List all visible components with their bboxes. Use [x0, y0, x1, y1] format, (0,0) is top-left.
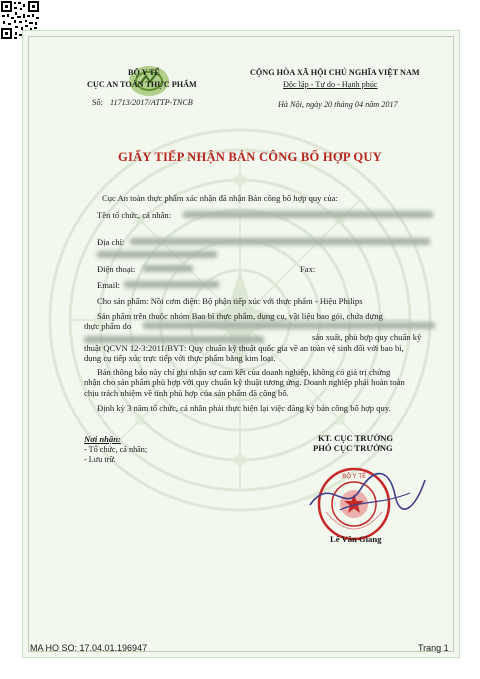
- place-and-date: Hà Nội, ngày 20 tháng 04 năm 2017: [278, 100, 398, 109]
- email-label: Email:: [97, 280, 120, 290]
- signer-title-line2: PHÓ CỤC TRƯỞNG: [313, 443, 393, 453]
- signer-title-line1: KT. CỤC TRƯỞNG: [318, 433, 394, 443]
- signer-name: Lê Văn Giang: [330, 534, 382, 544]
- paragraph1-line1: Sản phẩm trên thuộc nhóm Bao bì thực phẩm, dụng cụ, vật liệu bao gói, chứa đựng: [97, 311, 383, 321]
- paragraph3: Định kỳ 3 năm tổ chức, cá nhân phải thực hiện lại việc đăng ký bản công bố hợp quy.: [97, 403, 391, 413]
- paragraph1-line4: thuật QCVN 12-3:2011/BYT: Quy chuẩn kỹ thuật quốc gia về an toàn vệ sinh đối với bao bì,: [84, 343, 404, 353]
- national-motto: Độc lập - Tự do - Hạnh phúc: [283, 80, 378, 89]
- address-label: Địa chỉ:: [97, 237, 125, 247]
- record-code: MA HO SO: 17.04.01.196947: [30, 643, 148, 653]
- document-number-label: Số:: [92, 98, 103, 107]
- org-label: Tên tổ chức, cá nhân:: [97, 210, 172, 220]
- page-number: Trang 1: [418, 643, 449, 653]
- redacted-manufacturer-line2: [84, 336, 264, 343]
- ministry-name: BỘ Y TẾ: [128, 68, 161, 77]
- document-number: 11713/2017/ATTP-TNCB: [110, 98, 193, 107]
- redacted-org-name: [183, 211, 433, 218]
- svg-text:BỘ Y TẾ: BỘ Y TẾ: [342, 473, 366, 480]
- recipient-item-1: - Tổ chức, cá nhân;: [84, 445, 148, 454]
- redacted-email: [124, 281, 219, 288]
- fax-label: Fax:: [300, 264, 316, 274]
- document-title: GIẤY TIẾP NHẬN BẢN CÔNG BỐ HỢP QUY: [118, 150, 382, 164]
- redacted-phone: [143, 265, 193, 272]
- recipients-label: Nơi nhận:: [84, 434, 121, 444]
- redacted-manufacturer-line1: [143, 322, 435, 329]
- redacted-address-line2: [97, 251, 217, 258]
- paragraph2-line2: nhận cho sản phẩm phù hợp với quy chuẩn kỹ thuật tương ứng. Doanh nghiệp phải hoàn toàn: [84, 377, 405, 387]
- paragraph1-line2: thực phẩm do: [84, 321, 132, 331]
- recipient-item-2: - Lưu trữ.: [84, 455, 116, 464]
- paragraph2-line3: chịu trách nhiệm về tính phù hợp của sản phẩm đã công bố.: [84, 388, 289, 398]
- product-line: Cho sản phẩm: Nồi cơm điện: Bộ phận tiếp xúc với thực phẩm - Hiệu Philips: [97, 296, 363, 306]
- paragraph2-line1: Bản thông báo này chỉ ghi nhận sự cam kết của doanh nghiệp, không có giá trị chứng: [97, 367, 391, 377]
- country-name: CỘNG HÒA XÃ HỘI CHỦ NGHĨA VIỆT NAM: [250, 68, 420, 77]
- redacted-address-line1: [130, 238, 430, 245]
- agency-name: CỤC AN TOÀN THỰC PHẨM: [87, 80, 197, 89]
- phone-label: Điện thoại:: [97, 264, 136, 274]
- paragraph1-line3: sản xuất, phù hợp quy chuẩn kỹ: [312, 332, 422, 342]
- intro-text: Cục An toàn thực phẩm xác nhận đã nhận Bản công bố hợp quy của:: [102, 193, 338, 203]
- paragraph1-line5: dụng cụ tiếp xúc trực tiếp với thực phẩm bằng kim loại.: [84, 353, 276, 363]
- handwritten-signature-icon: [300, 465, 430, 525]
